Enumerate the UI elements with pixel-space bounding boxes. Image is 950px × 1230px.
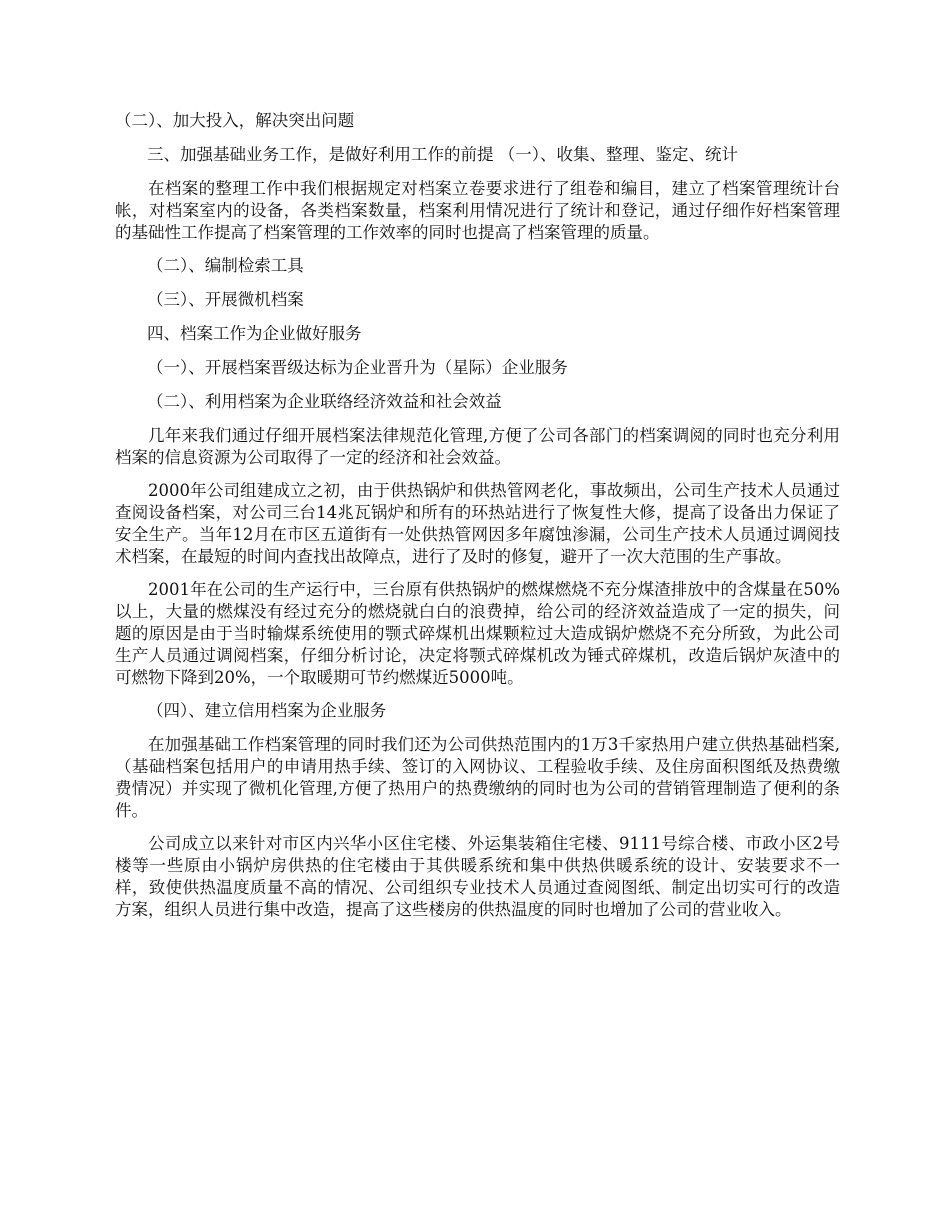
section-heading: （二）、编制检索工具 — [147, 256, 304, 275]
section-heading: （二）、利用档案为企业联络经济效益和社会效益 — [147, 392, 502, 411]
body-paragraph: 公司成立以来针对市区内兴华小区住宅楼、外运集装箱住宅楼、9111号综合楼、市政小区2号楼等一些原由小锅炉房供热的住宅楼由于其供暖系统和集中供热供暖系统的设计、安装要求不一样，致使供热温度质量不高的情况、公司组织专业技术人员通过查阅图纸、制定出切实可行的改造方案，组织人员进行集中改造，提高了这些楼房的供热温度的同时也增加了公司的营业收入。 — [115, 834, 840, 919]
section-heading: （一）、开展档案晋级达标为企业晋升为（星际）企业服务 — [147, 358, 568, 377]
body-paragraph: 在档案的整理工作中我们根据规定对档案立卷要求进行了组卷和编目，建立了档案管理统计台帐，对档案室内的设备，各类档案数量，档案利用情况进行了统计和登记，通过仔细作好档案管理的基础性工作提高了档案管理的工作效率的同时也提高了档案管理的质量。 — [115, 179, 840, 242]
section-heading: （二）、加大投入，解决突出问题 — [115, 111, 355, 130]
body-paragraph: 在加强基础工作档案管理的同时我们还为公司供热范围内的1万3千家热用户建立供热基础档案,（基础档案包括用户的申请用热手续、签订的入网协议、工程验收手续、及住房面积图纸及热费缴费情况）并实现了微机化管理,方便了热用户的热费缴纳的同时也为公司的营销管理制造了便利的条件。 — [115, 735, 840, 820]
document-page — [115, 110, 840, 921]
section-heading: 三、加强基础业务工作，是做好利用工作的前提 （一）、收集、整理、鉴定、统计 — [147, 145, 738, 164]
section-heading: 四、档案工作为企业做好服务 — [147, 324, 362, 343]
body-paragraph: 2001年在公司的生产运行中，三台原有供热锅炉的燃煤燃烧不充分煤渣排放中的含煤量在50%以上，大量的燃煤没有经过充分的燃烧就白白的浪费掉，给公司的经济效益造成了一定的损失，问题的原因是由于当时输煤系统使用的颚式碎煤机出煤颗粒过大造成锅炉燃烧不充分所致，为此公司生产人员通过调阅档案，仔细分析讨论，决定将颚式碎煤机改为锤式碎煤机，改造后锅炉灰渣中的可燃物下降到20%，一个取暖期可节约燃煤近5000吨。 — [115, 580, 840, 687]
body-paragraph: 2000年公司组建成立之初，由于供热锅炉和供热管网老化，事故频出，公司生产技术人员通过查阅设备档案，对公司三台14兆瓦锅炉和所有的环热站进行了恢复性大修，提高了设备出力保证了安全生产。当年12月在市区五道街有一处供热管网因多年腐蚀渗漏，公司生产技术人员通过调阅技术档案，在最短的时间内查找出故障点，进行了及时的修复，避开了一次大范围的生产事故。 — [115, 481, 840, 566]
section-heading: （四）、建立信用档案为企业服务 — [147, 701, 387, 720]
body-paragraph: 几年来我们通过仔细开展档案法律规范化管理,方便了公司各部门的档案调阅的同时也充分利用档案的信息资源为公司取得了一定的经济和社会效益。 — [115, 426, 840, 467]
section-heading: （三）、开展微机档案 — [147, 290, 304, 309]
